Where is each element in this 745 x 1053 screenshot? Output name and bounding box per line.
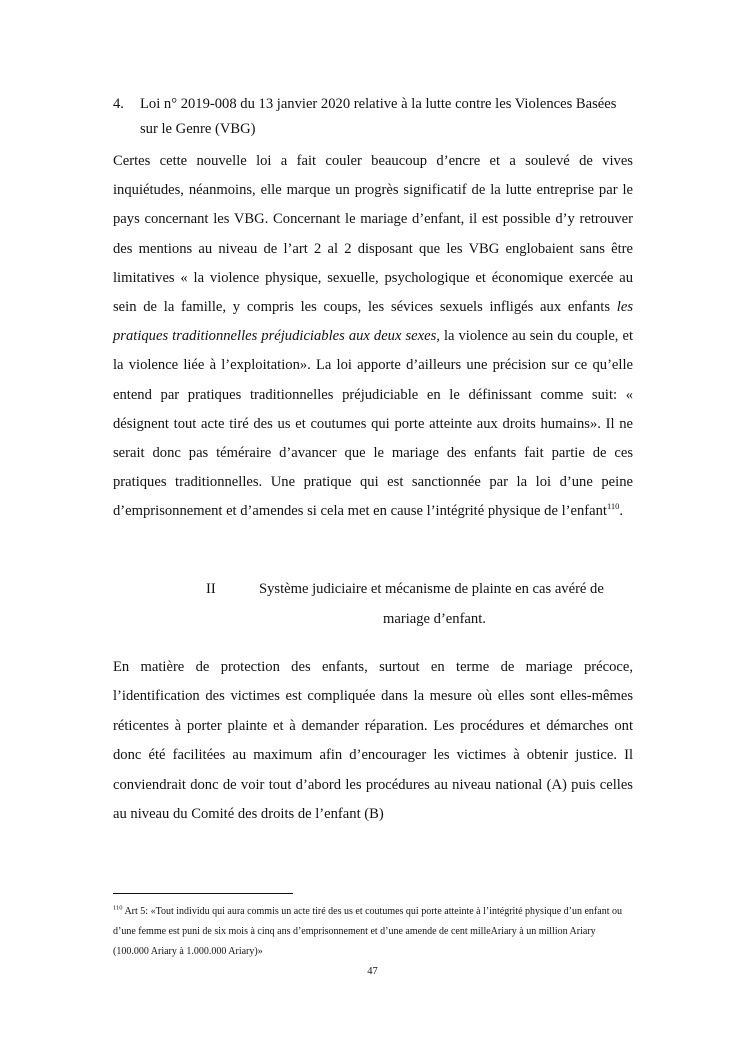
paragraph-end: . — [619, 503, 624, 520]
footnote — [113, 902, 633, 962]
paragraph-text-part1: Certes cette nouvelle loi a fait couler beaucoup d’encre et a soulevé de vives inquiétudes, néanmoins, elle marque un progrès significatif de la lutte entreprise par le pays concernant les VBG. Concernant le mariage d’enfant, il est possible d’y retrouver des mentions au niveau de l’art 2 al 2 disposant que les VBG englobaient sans être limitatives « la violence physique, sexuelle, psychologique et économique exercée au sein de la famille, y compris les coups, les sévices sexuels infligés aux enfants — [113, 153, 633, 316]
paragraph-law-analysis — [113, 147, 633, 527]
page-number: 47 — [367, 966, 378, 977]
footnote-divider — [113, 893, 293, 894]
footnote-reference: 110 — [606, 500, 620, 511]
numbered-heading-law — [113, 92, 633, 142]
section-title-line1: Système judiciaire et mécanisme de plainte en cas avéré de — [259, 581, 604, 597]
list-text: Loi n° 2019-008 du 13 janvier 2020 relative à la lutte contre les Violences Basées sur le Genre (VBG) — [140, 96, 617, 137]
section-number: II — [206, 581, 216, 597]
footnote-number: 110 — [113, 904, 123, 912]
list-number: 4. — [113, 96, 124, 112]
footnote-text: Art 5: «Tout individu qui aura commis un acte tiré des us et coutumes qui porte atteinte à l’intégrité physique d’un enfant ou d’une femme est puni de six mois à cinq ans d’emprisonnement et d’une amende de cent milleAriary à un million Ariary (100.000 Ariary à 1.000.000 Ariary)» — [113, 906, 622, 957]
paragraph-italic-quote: les pratiques traditionnelles préjudiciables aux deux sexes — [113, 299, 633, 345]
paragraph-child-protection: En matière de protection des enfants, surtout en terme de mariage précoce, l’identification des victimes est compliquée dans la mesure où elles sont elles-mêmes réticentes à porter plainte et à demander réparation. Les procédures et démarches ont donc été facilitées au maximum afin d’encourager les victimes à obtenir justice. Il conviendrait donc de voir tout d’abord les procédures au niveau national (A) puis celles au niveau du Comité des droits de l’enfant (B) — [113, 659, 633, 823]
paragraph-text-part2: , la violence au sein du couple, et la violence liée à l’exploitation». La loi apporte d’ailleurs une précision sur ce qu’elle entend par pratiques traditionnelles préjudiciable en le définissant comme suit: « désignent tout acte tiré des us et coutumes qui porte atteinte aux droits humains». Il ne serait donc pas téméraire d’avancer que le mariage des enfants fait partie de ces pratiques traditionnelles. Une pratique qui est sanctionnée par la loi d’une peine d’emprisonnement et d’amendes si cela met en cause l’intégrité physique de l’enfant — [113, 328, 634, 520]
section-title-line2: mariage d’enfant. — [383, 611, 486, 627]
